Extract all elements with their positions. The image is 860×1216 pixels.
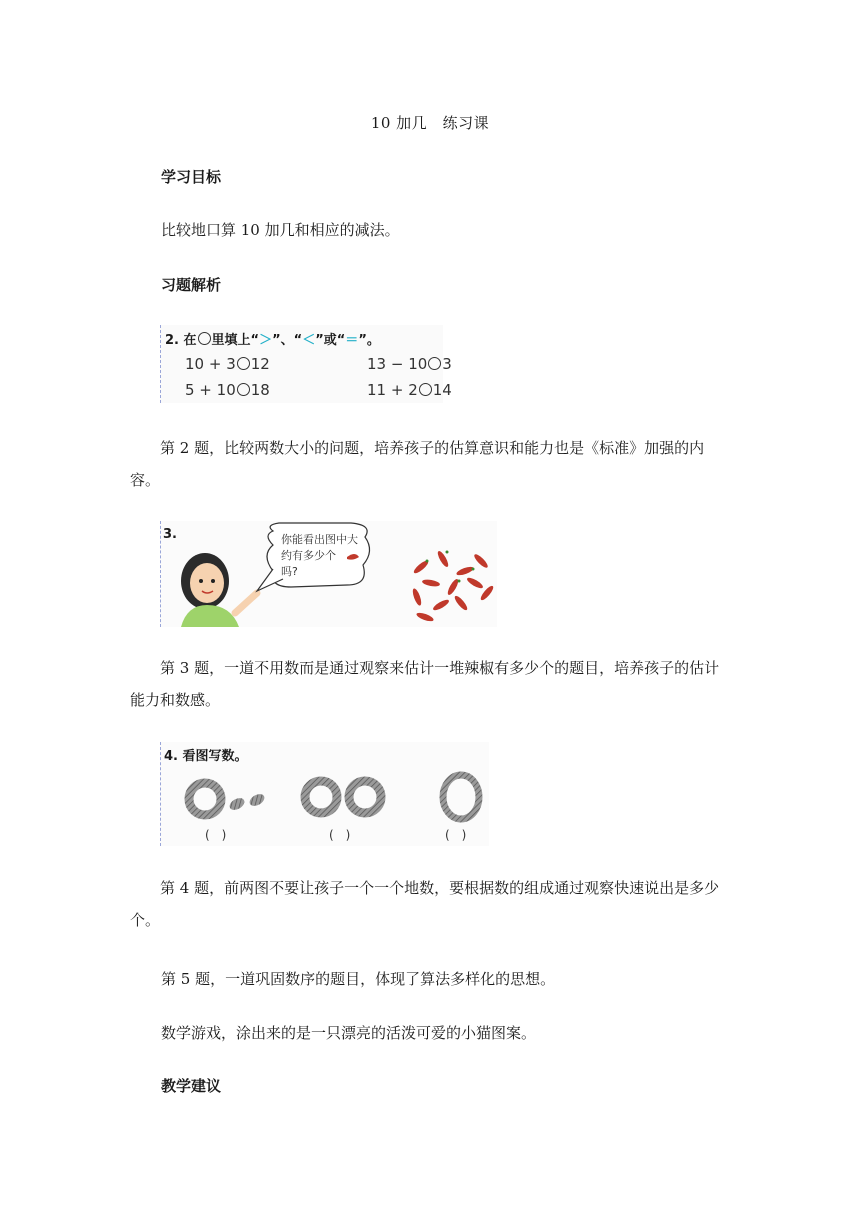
exercise-2-prompt: 2. 在 里填上“＞”、“＜”或“＝”。	[165, 333, 380, 348]
teacher-illustration	[161, 521, 497, 627]
bubble-line-3: 吗?	[281, 565, 298, 578]
circle-icon	[419, 383, 432, 396]
objective-text: 比较地口算 10 加几和相应的减法。	[161, 221, 400, 239]
equation-2: 5 + 10 18	[185, 381, 270, 399]
heading-objectives: 学习目标	[161, 168, 222, 186]
exercise-3-image	[160, 521, 497, 627]
seed-groups-illustration	[161, 742, 489, 826]
seed-ring-icon	[189, 783, 221, 815]
heading-suggestions: 教学建议	[161, 1077, 222, 1095]
exercise-3-number: 3.	[163, 527, 177, 542]
exercise-4-prompt: 4. 看图写数。	[164, 749, 248, 764]
face-icon	[190, 563, 224, 603]
bubble-line-2: 约有多少个	[281, 549, 336, 562]
paragraph-exercise-5: 第 5 题，一道巩固数序的题目，体现了算法多样化的思想。	[161, 970, 556, 988]
answer-blank-2: ( )	[329, 828, 351, 842]
equation-1: 10 + 3 12	[185, 355, 270, 373]
seed-ring-icon	[443, 775, 479, 819]
answer-blank-1: ( )	[205, 828, 227, 842]
seed-icon	[248, 792, 267, 809]
exercise-4-image	[160, 742, 489, 846]
circle-icon	[428, 357, 441, 370]
paragraph-exercise-4: 第 4 题，前两图不要让孩子一个一个地数，要根据数的组成通过观察快速说出是多少个。	[130, 879, 720, 929]
arm-icon	[235, 593, 257, 613]
shirt-icon	[181, 605, 239, 627]
equation-3: 13 − 10 3	[367, 355, 452, 373]
exercise-2-image	[160, 325, 452, 403]
pepper-pile-icon	[411, 550, 495, 623]
paragraph-exercise-3: 第 3 题，一道不用数而是通过观察来估计一堆辣椒有多少个的题目，培养孩子的估计能力和数感。	[130, 659, 720, 709]
page-title: 10 加几 练习课	[370, 114, 490, 132]
bubble-line-1: 你能看出图中大	[281, 533, 358, 546]
seed-icon	[228, 796, 247, 813]
circle-icon	[237, 357, 250, 370]
seed-ring-icon	[305, 781, 337, 813]
seed-ring-icon	[349, 781, 381, 813]
paragraph-exercise-2: 第 2 题，比较两数大小的问题，培养孩子的估算意识和能力也是《标准》加强的内容。	[130, 439, 705, 489]
heading-analysis: 习题解析	[161, 276, 222, 294]
circle-icon	[237, 383, 250, 396]
circle-icon	[198, 332, 211, 345]
answer-blank-3: ( )	[445, 828, 467, 842]
paragraph-math-game: 数学游戏，涂出来的是一只漂亮的活泼可爱的小猫图案。	[161, 1024, 537, 1042]
equation-4: 11 + 2 14	[367, 381, 452, 399]
